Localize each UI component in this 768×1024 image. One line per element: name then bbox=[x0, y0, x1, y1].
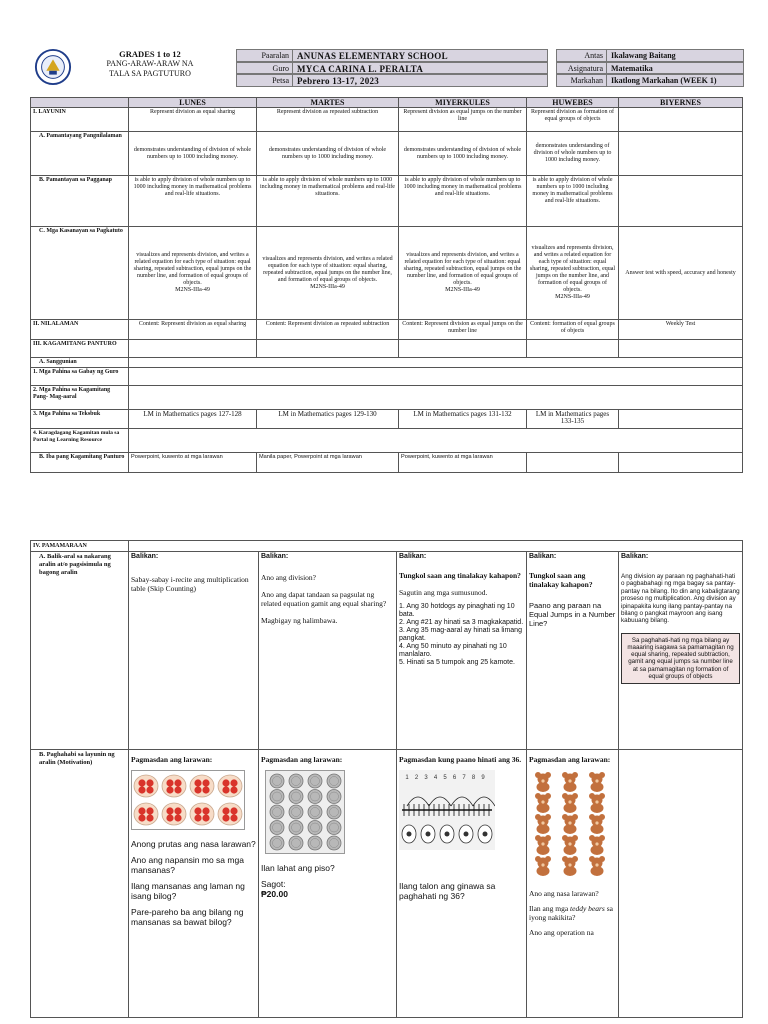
prompt-text: Paano ang paraan na Equal Jumps in a Number Line? bbox=[529, 601, 616, 628]
apple-icon bbox=[138, 807, 145, 814]
objectives-table bbox=[30, 97, 743, 473]
list-item: 4. Ang 50 minuto ay pinahati ng 10 manlalaro. bbox=[399, 643, 507, 658]
apple-icon bbox=[174, 807, 181, 814]
apple-icon bbox=[202, 779, 209, 786]
balikan-heading: Balikan: bbox=[621, 553, 649, 560]
row-label: 4. Karagdagang Kagamitan mula sa Portal ng Learning Resource bbox=[31, 429, 129, 453]
apple-icon bbox=[202, 786, 209, 793]
coin-icon bbox=[270, 774, 284, 788]
plate-icon bbox=[134, 775, 158, 797]
row-label: B. Iba pang Kagamitang Panturo bbox=[31, 453, 129, 473]
day-martes: MARTES bbox=[257, 98, 399, 108]
balikan-heading: Balikan: bbox=[261, 553, 289, 560]
plate-icon bbox=[162, 775, 186, 797]
bear-body bbox=[537, 845, 550, 855]
skill-text: visualizes and represents division, and writes a related equation for each type of situation: equal sharing, repeated subtraction, equal jumps on the number line, and formation of equal groups of objects. bbox=[133, 252, 252, 286]
balikan-heading: Balikan: bbox=[131, 553, 159, 560]
coins-picture bbox=[265, 770, 345, 854]
table-row bbox=[31, 453, 743, 473]
bear-snout bbox=[568, 842, 571, 845]
question-text: Ilang talon ang ginawa sa paghahati ng 36? bbox=[399, 881, 496, 901]
day-biyernes: BIYERNES bbox=[619, 98, 743, 108]
balikan-heading: Balikan: bbox=[399, 553, 427, 560]
markahan-label: Markahan bbox=[556, 74, 606, 87]
coin-icon bbox=[289, 790, 303, 804]
document-header bbox=[30, 47, 742, 89]
table-cell bbox=[619, 108, 743, 132]
plate-icon bbox=[218, 803, 242, 825]
bear-body bbox=[591, 782, 604, 792]
balik-aral-miyerkules bbox=[397, 552, 527, 750]
bear-body bbox=[537, 866, 550, 876]
coin-icon bbox=[308, 805, 322, 819]
petsa-label: Petsa bbox=[236, 74, 292, 87]
motivation-huwebes bbox=[527, 750, 619, 1018]
apple-icon bbox=[138, 786, 145, 793]
question-text: Ano ang nasa larawan? bbox=[529, 889, 599, 898]
table-cell: demonstrates understanding of division of whole numbers up to 1000 including money. bbox=[527, 132, 619, 176]
form-subtitle-2: TALA SA PAGTUTURO bbox=[109, 69, 191, 78]
counter-dot bbox=[483, 832, 488, 837]
motivation-miyerkules bbox=[397, 750, 527, 1018]
coin-icon bbox=[308, 836, 322, 850]
table-row bbox=[31, 368, 743, 386]
row-label: A. Pamantayang Pangnilalaman bbox=[31, 132, 129, 176]
balik-aral-huwebes bbox=[527, 552, 619, 750]
question-text: Ano ang napansin mo sa mga mansanas? bbox=[131, 855, 244, 875]
bear-body bbox=[591, 803, 604, 813]
petsa-value: Pebrero 13-17, 2023 bbox=[292, 74, 548, 87]
apple-icon bbox=[194, 779, 201, 786]
apple-icon bbox=[166, 814, 173, 821]
row-label: C. Mga Kasanayan sa Pagkatuto bbox=[31, 227, 129, 320]
list-item: 2. Ang #21 ay hinati sa 3 magkakapatid. bbox=[399, 619, 524, 626]
table-cell: Content: Represent division as equal jumps on the number line bbox=[399, 320, 527, 340]
guro-label: Guro bbox=[236, 62, 292, 75]
grades-title: GRADES 1 to 12 bbox=[119, 49, 181, 59]
counter-dot bbox=[407, 832, 412, 837]
skill-text: visualizes and represents division, and writes a related equation for each type of situation: equal sharing, repeated subtraction, equal jumps on the number line, and formation of equal groups of objects. bbox=[529, 245, 616, 293]
table-cell: demonstrates understanding of division of whole numbers up to 1000 including money. bbox=[257, 132, 399, 176]
prompt-text: Pagmasdan ang larawan: bbox=[261, 755, 343, 764]
apple-icon bbox=[230, 779, 237, 786]
row-label: B. Paghahabi sa layunin ng aralin (Motivation) bbox=[31, 750, 129, 1018]
skill-code: M2NS-IIIa-49 bbox=[310, 283, 345, 290]
table-cell bbox=[527, 227, 619, 320]
table-cell: is able to apply division of whole numbers up to 1000 including money in mathematical problems and real-life situations. bbox=[129, 176, 257, 227]
skill-text: visualizes and represents division, and writes a related equation for each type of situation: equal sharing, repeated subtraction, equal jumps on the number line, and formation of equal groups of objects. bbox=[262, 255, 393, 283]
table-cell: Answer test with speed, accuracy and honesty bbox=[619, 227, 743, 320]
table-row bbox=[31, 320, 743, 340]
table-cell: Content: formation of equal groups of objects bbox=[527, 320, 619, 340]
answer-label: Sagot: bbox=[261, 879, 286, 889]
prompt-text: Ano ang division? bbox=[261, 573, 316, 582]
prompt-text: Pagmasdan ang larawan: bbox=[529, 755, 611, 764]
plate-icon bbox=[162, 803, 186, 825]
balik-aral-lunes bbox=[129, 552, 259, 750]
table-cell bbox=[619, 453, 743, 473]
row-label: B. Pamantayan sa Pagganap bbox=[31, 176, 129, 227]
bear-body bbox=[591, 866, 604, 876]
prompt-text: Pagmasdan ang larawan: bbox=[131, 755, 213, 764]
question-part: Ilan ang mga bbox=[529, 904, 569, 913]
apple-icon bbox=[174, 814, 181, 821]
bear-body bbox=[564, 824, 577, 834]
question-text: Pare-pareho ba ang bilang ng mansanas sa bawat bilog? bbox=[131, 907, 244, 927]
day-header-row bbox=[31, 98, 743, 108]
coin-icon bbox=[270, 836, 284, 850]
tick-label: 4 bbox=[433, 775, 438, 781]
plate-icon bbox=[190, 775, 214, 797]
coin-icon bbox=[270, 805, 284, 819]
balik-aral-biyernes bbox=[619, 552, 743, 750]
apple-icon bbox=[222, 786, 229, 793]
bear-body bbox=[537, 803, 550, 813]
apple-icon bbox=[138, 779, 145, 786]
skill-text: visualizes and represents division, and writes a related equation for each type of situation: equal sharing, repeated subtraction, equal jumps on the number line, and formation of equal groups of objects. bbox=[403, 252, 522, 286]
apple-icon bbox=[166, 779, 173, 786]
table-cell bbox=[619, 176, 743, 227]
balik-aral-martes bbox=[259, 552, 397, 750]
form-subtitle-1: PANG-ARAW-ARAW NA bbox=[106, 59, 194, 68]
table-cell bbox=[129, 227, 257, 320]
table-cell: Represent division as repeated subtraction bbox=[257, 108, 399, 132]
apple-icon bbox=[146, 786, 153, 793]
coin-icon bbox=[289, 774, 303, 788]
bear-snout bbox=[568, 821, 571, 824]
motivation-lunes bbox=[129, 750, 259, 1018]
table-row bbox=[31, 132, 743, 176]
coin-icon bbox=[308, 790, 322, 804]
question-text: Ilan lahat ang piso? bbox=[261, 863, 335, 873]
bear-snout bbox=[568, 800, 571, 803]
coin-icon bbox=[289, 836, 303, 850]
table-cell: Weekly Test bbox=[619, 320, 743, 340]
paaralan-value: ANUNAS ELEMENTARY SCHOOL bbox=[292, 49, 548, 62]
row-label: III. KAGAMITANG PANTURO bbox=[31, 340, 129, 358]
bear-snout bbox=[595, 800, 598, 803]
guro-value: MYCA CARINA L. PERALTA bbox=[292, 62, 548, 75]
apple-icon bbox=[166, 807, 173, 814]
table-row bbox=[31, 176, 743, 227]
table-cell: Powerpoint, kuwento at mga larawan bbox=[399, 453, 527, 473]
apple-icon bbox=[146, 779, 153, 786]
apple-icon bbox=[174, 786, 181, 793]
table-cell: LM in Mathematics pages 127-128 bbox=[129, 410, 257, 429]
table-cell: Content: Represent division as equal sharing bbox=[129, 320, 257, 340]
apple-icon bbox=[222, 814, 229, 821]
question-text: Ano ang operation na bbox=[529, 928, 594, 937]
table-cell: LM in Mathematics pages 131-132 bbox=[399, 410, 527, 429]
asignatura-label: Asignatura bbox=[556, 62, 606, 75]
counter-dot bbox=[464, 832, 469, 837]
prompt-text: Sabay-sabay i-recite ang multiplication table (Skip Counting) bbox=[131, 575, 249, 593]
bear-snout bbox=[595, 863, 598, 866]
apple-icon bbox=[194, 786, 201, 793]
row-label: IV. PAMAMARAAN bbox=[31, 541, 129, 552]
bear-body bbox=[591, 824, 604, 834]
day-miyerkules: MIYERKULES bbox=[399, 98, 527, 108]
table-cell: demonstrates understanding of division of whole numbers up to 1000 including money. bbox=[399, 132, 527, 176]
bear-snout bbox=[595, 779, 598, 782]
table-cell: Powerpoint, kuwento at mga larawan bbox=[129, 453, 257, 473]
coin-icon bbox=[327, 805, 341, 819]
asignatura-value: Matematika bbox=[606, 62, 744, 75]
number-line-picture bbox=[399, 770, 495, 850]
tick-label: 5 bbox=[443, 775, 447, 781]
table-cell bbox=[257, 227, 399, 320]
skill-code: M2NS-IIIa-49 bbox=[445, 287, 480, 293]
table-row bbox=[31, 552, 743, 750]
table-row bbox=[31, 386, 743, 410]
skill-code: M2NS-IIIa-49 bbox=[555, 294, 590, 300]
list-item: 1. Ang 30 hotdogs ay pinaghati ng 10 bata. bbox=[399, 603, 515, 618]
coin-icon bbox=[289, 805, 303, 819]
table-row bbox=[31, 340, 743, 358]
apple-icon bbox=[194, 814, 201, 821]
answer-value: ₱20.00 bbox=[261, 889, 288, 899]
plate-icon bbox=[218, 775, 242, 797]
bear-snout bbox=[541, 800, 544, 803]
bear-body bbox=[564, 845, 577, 855]
apple-icon bbox=[138, 814, 145, 821]
table-cell: demonstrates understanding of division of whole numbers up to 1000 including money. bbox=[129, 132, 257, 176]
tick-label: 9 bbox=[481, 775, 485, 781]
prompt-text: Tungkol saan ang tinalakay kahapon? bbox=[529, 571, 593, 589]
apple-icon bbox=[230, 807, 237, 814]
table-cell: is able to apply division of whole numbers up to 1000 including money in mathematical problems and real-life situations. bbox=[399, 176, 527, 227]
tick-label: 6 bbox=[452, 775, 457, 781]
apple-icon bbox=[166, 786, 173, 793]
antas-value: Ikalawang Baitang bbox=[606, 49, 744, 62]
table-row bbox=[31, 410, 743, 429]
motivation-martes bbox=[259, 750, 397, 1018]
table-cell: Represent division as formation of equal groups of objects bbox=[527, 108, 619, 132]
table-row bbox=[31, 429, 743, 453]
apple-icon bbox=[222, 779, 229, 786]
table-cell bbox=[399, 227, 527, 320]
bear-snout bbox=[541, 842, 544, 845]
table-cell bbox=[619, 410, 743, 429]
question-text: Ilang mansanas ang laman ng isang bilog? bbox=[131, 881, 245, 901]
bear-body bbox=[564, 803, 577, 813]
coin-icon bbox=[289, 821, 303, 835]
plate-icon bbox=[190, 803, 214, 825]
row-label: 3. Mga Pahina sa Teksbuk bbox=[31, 410, 129, 429]
counter-dot bbox=[426, 832, 431, 837]
coin-icon bbox=[327, 790, 341, 804]
apples-picture bbox=[131, 770, 245, 830]
coin-icon bbox=[308, 774, 322, 788]
coin-icon bbox=[270, 821, 284, 835]
bear-body bbox=[537, 782, 550, 792]
table-cell: Manila paper, Powerpoint at mga larawan bbox=[257, 453, 399, 473]
row-label: 1. Mga Pahina sa Gabay ng Guro bbox=[31, 368, 129, 386]
table-row bbox=[31, 541, 743, 552]
apple-icon bbox=[194, 807, 201, 814]
paaralan-label: Paaralan bbox=[236, 49, 292, 62]
bear-snout bbox=[568, 863, 571, 866]
question-part: sa iyong nakikita? bbox=[529, 904, 613, 922]
apple-icon bbox=[146, 807, 153, 814]
table-cell bbox=[527, 453, 619, 473]
skill-code: M2NS-IIIa-49 bbox=[175, 287, 210, 293]
apple-icon bbox=[222, 807, 229, 814]
apple-icon bbox=[230, 786, 237, 793]
bear-body bbox=[591, 845, 604, 855]
coin-icon bbox=[270, 790, 284, 804]
table-cell: LM in Mathematics pages 129-130 bbox=[257, 410, 399, 429]
tick-label: 7 bbox=[462, 775, 466, 781]
coin-icon bbox=[327, 774, 341, 788]
exercise-list bbox=[399, 603, 524, 667]
bear-snout bbox=[541, 779, 544, 782]
tick-label: 2 bbox=[414, 775, 419, 781]
day-huwebes: HUWEBES bbox=[527, 98, 619, 108]
bear-snout bbox=[595, 842, 598, 845]
table-row bbox=[31, 227, 743, 320]
table-cell: Represent division as equal jumps on the number line bbox=[399, 108, 527, 132]
antas-label: Antas bbox=[556, 49, 606, 62]
bear-snout bbox=[541, 821, 544, 824]
blank-header bbox=[31, 98, 129, 108]
table-cell bbox=[619, 132, 743, 176]
apple-icon bbox=[230, 814, 237, 821]
question-part-italic: teddy bears bbox=[570, 904, 605, 913]
list-item: 5. Hinati sa 5 tumpok ang 25 kamote. bbox=[399, 659, 515, 666]
motivation-biyernes bbox=[619, 750, 743, 1018]
row-label: A. Balik-aral sa nakarang aralin at/o pagsisimula ng bagong aralin bbox=[31, 552, 129, 750]
table-cell: Content: Represent division as repeated subtraction bbox=[257, 320, 399, 340]
counter-dot bbox=[445, 832, 450, 837]
prompt-text: Ano ang dapat tandaan sa pagsulat ng related equation gamit ang equal sharing? bbox=[261, 590, 387, 608]
table-cell: Represent division as equal sharing bbox=[129, 108, 257, 132]
row-label: I. LAYUNIN bbox=[31, 108, 129, 132]
bear-snout bbox=[541, 863, 544, 866]
class-info bbox=[556, 49, 744, 87]
balikan-heading: Balikan: bbox=[529, 553, 557, 560]
plate-icon bbox=[134, 803, 158, 825]
apple-icon bbox=[146, 814, 153, 821]
apple-icon bbox=[202, 807, 209, 814]
school-info bbox=[236, 49, 548, 87]
coin-icon bbox=[308, 821, 322, 835]
row-label: 2. Mga Pahina sa Kagamitang Pang- Mag-aaral bbox=[31, 386, 129, 410]
row-label: II. NILALAMAN bbox=[31, 320, 129, 340]
table-cell: is able to apply division of whole numbers up to 1000 including money in mathematical problems and real-life situations. bbox=[527, 176, 619, 227]
apple-icon bbox=[202, 814, 209, 821]
bear-snout bbox=[568, 779, 571, 782]
markahan-value: Ikatlong Markahan (WEEK 1) bbox=[606, 74, 744, 87]
form-title bbox=[80, 49, 220, 79]
bear-body bbox=[564, 866, 577, 876]
prompt-text: Magbigay ng halimbawa. bbox=[261, 616, 338, 625]
list-item: 3. Ang 35 mag-aaral ay hinati sa limang pangkat. bbox=[399, 627, 522, 642]
tick-label: 1 bbox=[405, 775, 409, 781]
prompt-text: Sagutin ang mga sumusunod. bbox=[399, 588, 488, 597]
coin-icon bbox=[327, 821, 341, 835]
table-cell: is able to apply division of whole numbers up to 1000 including money in mathematical problems and real-life situations. bbox=[257, 176, 399, 227]
table-row bbox=[31, 108, 743, 132]
prompt-text: Pagmasdan kung paano hinati ang 36. bbox=[399, 755, 522, 764]
question-text bbox=[529, 904, 616, 922]
table-row bbox=[31, 750, 743, 1018]
deped-seal-icon bbox=[34, 48, 72, 86]
definition-text: Ang division ay paraan ng paghahati-hati o pagbabahagi ng mga bagay sa pantay-pantay na bilang. Ito din ang kabaligtarang proseso ng multiplication. Ang division ay ipinapakita kung ilang pantay-pantay na bilang o pangkat mayroon ang isang kabuuang bilang. bbox=[621, 573, 740, 625]
day-lunes: LUNES bbox=[129, 98, 257, 108]
teddy-bears-picture bbox=[529, 770, 611, 880]
bear-snout bbox=[595, 821, 598, 824]
tick-label: 8 bbox=[471, 775, 476, 781]
bear-body bbox=[564, 782, 577, 792]
coin-icon bbox=[327, 836, 341, 850]
procedure-table bbox=[30, 540, 743, 1018]
table-row bbox=[31, 358, 743, 368]
tick-label: 3 bbox=[424, 775, 428, 781]
summary-box: Sa paghahati-hati ng mga bilang ay maaaring isagawa sa pamamagitan ng equal sharing, repeated subtraction, gamit ang equal jumps sa number line at sa pamamagitan ng formation of equal groups of objects bbox=[621, 633, 740, 684]
question-text: Anong prutas ang nasa larawan? bbox=[131, 839, 256, 849]
table-cell: LM in Mathematics pages 133-135 bbox=[527, 410, 619, 429]
bear-body bbox=[537, 824, 550, 834]
row-label: A. Sanggunian bbox=[31, 358, 129, 368]
prompt-text: Tungkol saan ang tinalakay kahapon? bbox=[399, 571, 521, 580]
apple-icon bbox=[174, 779, 181, 786]
